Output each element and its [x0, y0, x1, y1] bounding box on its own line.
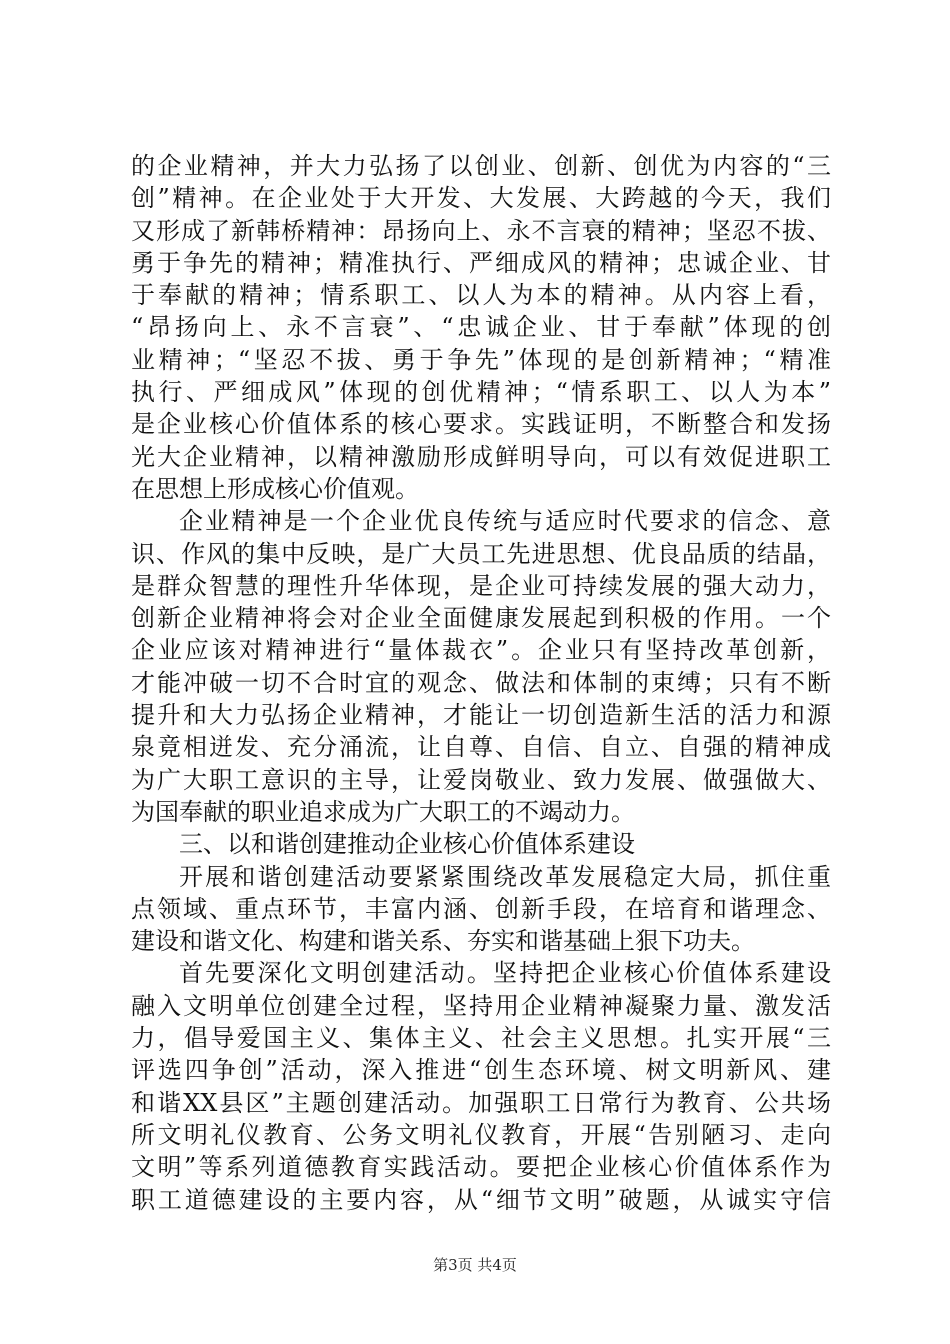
text-line: 职工道德建设的主要内容，从“细节文明”破题，从诚实守信 — [131, 1185, 831, 1214]
text-line: 是群众智慧的理性升华体现，是企业可持续发展的强大动力， — [131, 571, 831, 600]
text-line: “昂扬向上、永不言衰”、“忠诚企业、甘于奉献”体现的创 — [131, 313, 831, 342]
text-line: 为广大职工意识的主导，让爱岗敬业、致力发展、做强做大、 — [131, 765, 831, 794]
text-line: 文明”等系列道德教育实践活动。要把企业核心价值体系作为 — [131, 1153, 831, 1182]
text-line: 首先要深化文明创建活动。坚持把企业核心价值体系建设 — [179, 959, 831, 988]
text-line: 勇于争先的精神；精准执行、严细成风的精神；忠诚企业、甘 — [131, 248, 831, 277]
text-line: 点领域、重点环节，丰富内涵、创新手段，在培育和谐理念、 — [131, 894, 831, 923]
text-line: 企业应该对精神进行“量体裁衣”。企业只有坚持改革创新， — [131, 636, 831, 665]
text-line: 在思想上形成核心价值观。 — [131, 474, 419, 503]
text-line: 光大企业精神，以精神激励形成鲜明导向，可以有效促进职工 — [131, 442, 831, 471]
text-line: 于奉献的精神；情系职工、以人为本的精神。从内容上看， — [131, 281, 831, 310]
text-line: 融入文明单位创建全过程，坚持用企业精神凝聚力量、激发活 — [131, 991, 831, 1020]
text-line: 开展和谐创建活动要紧紧围绕改革发展稳定大局，抓住重 — [179, 862, 831, 891]
section-heading: 三、以和谐创建推动企业核心价值体系建设 — [179, 830, 635, 859]
text-line: 建设和谐文化、构建和谐关系、夯实和谐基础上狠下功夫。 — [131, 927, 755, 956]
text-line: 泉竟相迸发、充分涌流，让自尊、自信、自立、自强的精神成 — [131, 733, 831, 762]
text-line: 业精神；“坚忍不拔、勇于争先”体现的是创新精神；“精准 — [131, 345, 831, 374]
text-line: 的企业精神，并大力弘扬了以创业、创新、创优为内容的“三 — [131, 152, 831, 180]
text-line: 识、作风的集中反映，是广大员工先进思想、优良品质的结晶， — [131, 539, 831, 568]
body-text — [131, 150, 831, 1216]
text-line: 提升和大力弘扬企业精神，才能让一切创造新生活的活力和源 — [131, 701, 831, 730]
text-line: 所文明礼仪教育、公务文明礼仪教育，开展“告别陋习、走向 — [131, 1120, 831, 1149]
text-line: 创新企业精神将会对企业全面健康发展起到积极的作用。一个 — [131, 604, 831, 633]
text-line: 又形成了新韩桥精神：昂扬向上、永不言衰的精神；坚忍不拔、 — [131, 216, 831, 245]
text-line: 是企业核心价值体系的核心要求。实践证明，不断整合和发扬 — [131, 410, 831, 439]
text-line: 执行、严细成风”体现的创优精神；“情系职工、以人为本” — [131, 378, 831, 407]
text-line: 评选四争创”活动，深入推进“创生态环境、树文明新风、建 — [131, 1056, 831, 1085]
text-line: 力，倡导爱国主义、集体主义、社会主义思想。扎实开展“三 — [131, 1024, 831, 1053]
page-footer: 第3页 共4页 — [433, 1256, 517, 1274]
text-line: 才能冲破一切不合时宜的观念、做法和体制的束缚；只有不断 — [131, 668, 831, 697]
text-line: 创”精神。在企业处于大开发、大发展、大跨越的今天，我们 — [131, 184, 831, 213]
text-line: 为国奉献的职业追求成为广大职工的不竭动力。 — [131, 797, 635, 826]
text-line: 和谐XX县区”主题创建活动。加强职工日常行为教育、公共场 — [131, 1088, 831, 1117]
text-line: 企业精神是一个企业优良传统与适应时代要求的信念、意 — [179, 507, 831, 536]
